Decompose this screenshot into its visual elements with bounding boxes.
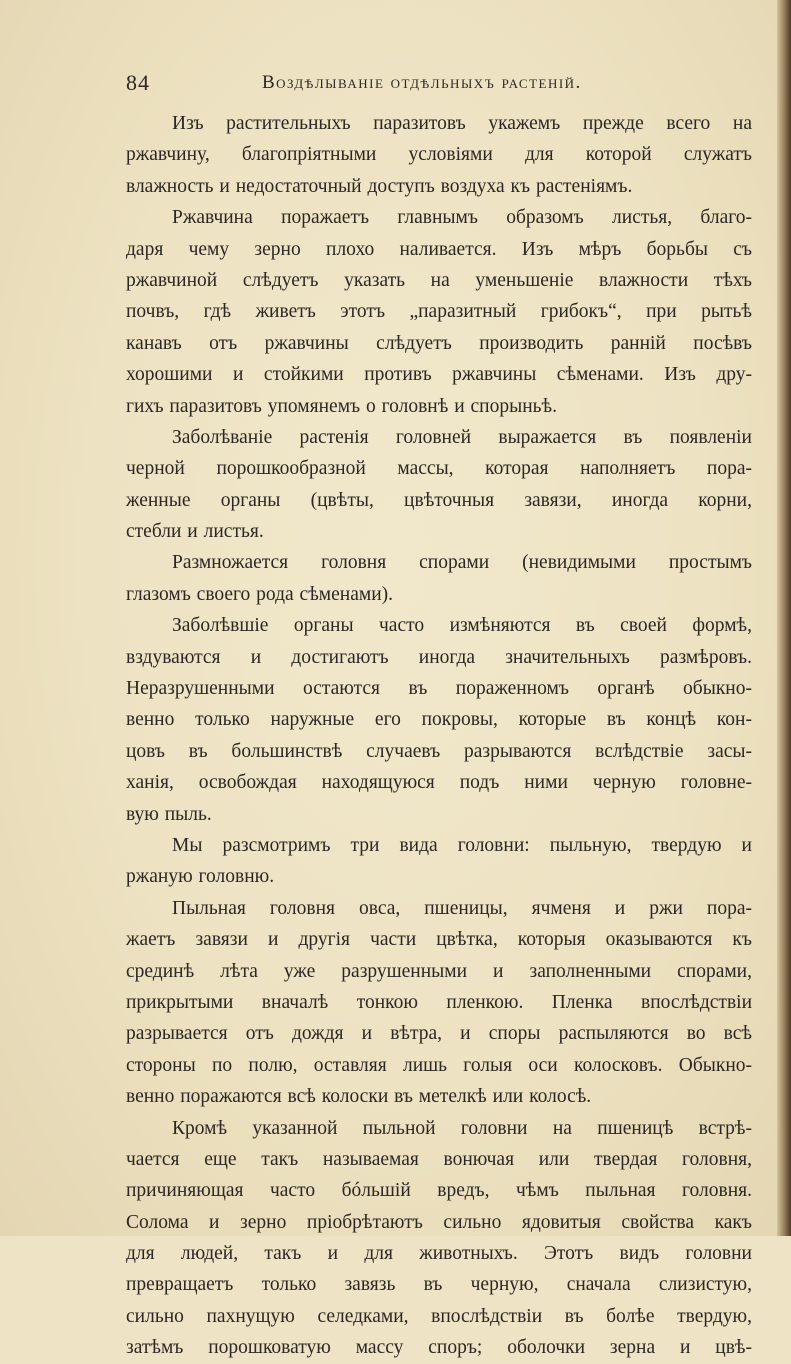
text-line: канавъ отъ ржавчины слѣдуетъ производить ранній посѣвъ (126, 332, 752, 354)
text-line: Ржавчина поражаетъ главнымъ образомъ листья, благо- (172, 207, 752, 229)
text-line: черной порошкообразной массы, которая наполняетъ пора- (126, 458, 752, 480)
text-line: хорошими и стойкими противъ ржавчины сѣменами. Изъ дру- (126, 364, 752, 386)
text-line: прикрытыми вначалѣ тонкою пленкою. Пленка впослѣдствіи (126, 991, 752, 1013)
text-line: Заболѣваніе растенія головней выражается въ появленіи (172, 426, 752, 448)
page-header (126, 70, 744, 100)
page-number: 84 (126, 70, 150, 95)
text-line: Солома и зерно пріобрѣтаютъ сильно ядовитыя свойства какъ (126, 1211, 752, 1233)
text-line: глазомъ своего рода сѣменами). (126, 583, 394, 605)
text-line: разрывается отъ дождя и вѣтра, и споры распыляются во всѣ (126, 1023, 752, 1045)
text-line: Неразрушенными остаются въ пораженномъ органѣ обыкно- (126, 678, 752, 700)
text-line: Пыльная головня овса, пшеницы, ячменя и ржи пора- (172, 897, 752, 919)
text-line: даря чему зерно плохо наливается. Изъ мѣръ борьбы съ (126, 238, 752, 260)
text-line: срединѣ лѣта уже разрушенными и заполненными спорами, (126, 960, 752, 982)
text-line: цовъ въ большинствѣ случаевъ разрываются вслѣдствіе засы- (126, 740, 752, 762)
text-line: вую пыль. (126, 803, 212, 825)
text-line: стебли и листья. (126, 521, 264, 543)
body-text (126, 108, 752, 1364)
text-line: Кромѣ указанной пыльной головни на пшеницѣ встрѣ- (172, 1117, 752, 1139)
text-line: ржавчиной слѣдуетъ указать на уменьшеніе влажности тѣхъ (126, 269, 752, 291)
text-line: вздуваются и достигаютъ иногда значительныхъ размѣровъ. (126, 646, 752, 668)
text-line: венно только наружные его покровы, которые въ концѣ кон- (126, 709, 752, 731)
text-line: влажность и недостаточный доступъ воздуха къ растеніямъ. (126, 175, 633, 197)
text-line: для людей, такъ и для животныхъ. Этотъ видъ головни (126, 1243, 752, 1265)
text-line: ханія, освобождая находящуюся подъ ними черную головне- (126, 772, 752, 794)
text-line: сильно пахнущую селедками, впослѣдствіи въ болѣе твердую, (126, 1305, 752, 1327)
text-line: Заболѣвшіе органы часто измѣняются въ своей формѣ, (172, 615, 752, 637)
text-line: превращаетъ только завязь въ черную, сначала слизистую, (126, 1274, 752, 1296)
text-line: Размножается головня спорами (невидимыми простымъ (172, 552, 752, 574)
text-line: Изъ растительныхъ паразитовъ укажемъ прежде всего на (172, 113, 752, 134)
text-line: венно поражаются всѣ колоски въ метелкѣ или колосѣ. (126, 1086, 592, 1108)
text-line: ржаную головню. (126, 866, 275, 888)
text-line: ржавчину, благопріятными условіями для которой служатъ (126, 144, 752, 166)
text-line: причиняющая часто бóльшій вредъ, чѣмъ пыльная головня. (126, 1180, 752, 1202)
text-line: чается еще такъ называемая вонючая или твердая головня, (126, 1148, 752, 1170)
text-line: стороны по полю, оставляя лишь голыя оси колосковъ. Обыкно- (126, 1054, 752, 1076)
text-line: гихъ паразитовъ упомянемъ о головнѣ и спорыньѣ. (126, 395, 558, 417)
text-line: почвъ, гдѣ живетъ этотъ „паразитный грибокъ“, при рытьѣ (126, 301, 752, 323)
text-line: Мы разсмотримъ три вида головни: пыльную, твердую и (172, 834, 752, 856)
text-line: затѣмъ порошковатую массу споръ; оболочки зерна и цвѣ- (126, 1337, 752, 1359)
text-line: женные органы (цвѣты, цвѣточныя завязи, иногда корни, (126, 489, 752, 511)
book-spine-edge (777, 0, 791, 1236)
running-title: Воздѣлываніе отдѣльныхъ растеній. (262, 72, 582, 93)
text-line: жаетъ завязи и другія части цвѣтка, которыя оказываются къ (126, 929, 752, 951)
